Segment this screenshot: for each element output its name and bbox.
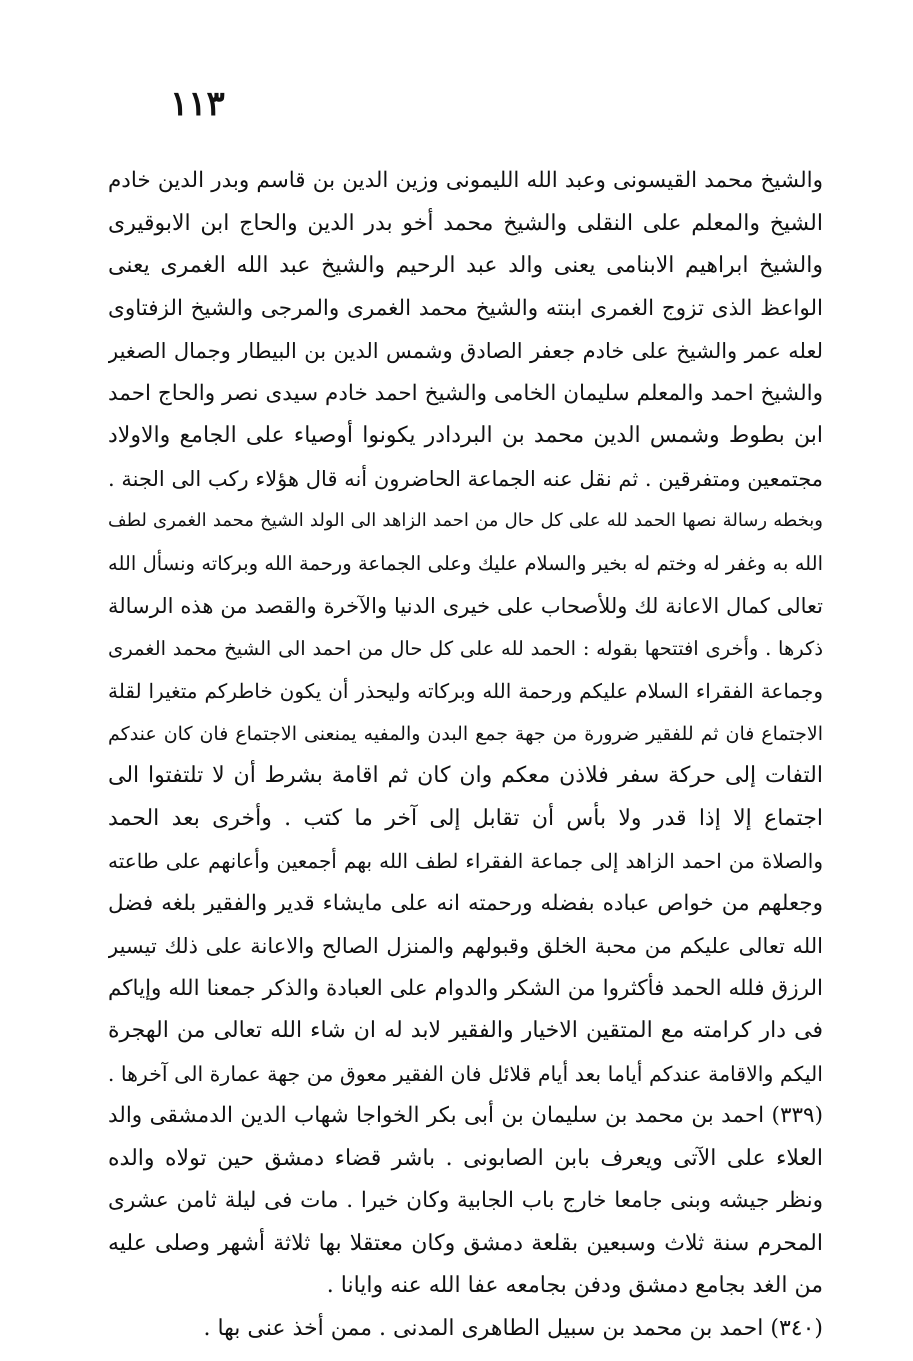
text-line: وبخطه رسالة نصها الحمد لله على كل حال من احمد الزاهد الى الولد الشيخ محمد الغمرى لطف [108, 510, 823, 531]
text-line: وجعلهم من خواص عباده بفضله ورحمته انه على مايشاء قدير والفقير بلغه فضل [108, 890, 823, 916]
text-line: تعالى كمال الاعانة لك وللأصحاب على خيرى الدنيا والآخرة والقصد من هذه الرسالة [108, 594, 823, 618]
text-line: اليكم والاقامة عندكم أياما بعد أيام قلائل فان الفقير معوق من جهة عمارة الى آخرها . [108, 1061, 823, 1086]
text-line: والشيخ محمد القيسونى وعبد الله الليمونى وزين الدين بن قاسم وبدر الدين خادم [108, 168, 823, 193]
text-line: الرزق فلله الحمد فأكثروا من الشكر والدوام على العبادة والذكر جمعنا الله وإياكم [108, 975, 823, 1001]
text-line: الاجتماع فان ثم للفقير ضرورة من جهة جمع البدن والمفيه يمنعنى الاجتماع فان كان عندكم [108, 722, 823, 745]
text-line: والشيخ ابراهيم الابنامى يعنى والد عبد الرحيم والشيخ عبد الله الغمرى يعنى [108, 253, 823, 278]
page-number: ١١٣ [170, 84, 225, 124]
text-line: ابن بطوط وشمس الدين محمد بن البردادر يكونوا أوصياء على الجامع والاولاد [108, 423, 823, 448]
text-line: الله به وغفر له وختم له بخير والسلام عليك وعلى الجماعة ورحمة الله وبركاته ونسأل الله [108, 551, 823, 575]
text-line: الله تعالى عليكم من محبة الخلق وقبولهم والمنزل الصالح والاعانة على ذلك تيسير [108, 934, 823, 958]
entry-340-line: (٣٤٠) احمد بن محمد بن سبيل الطاهرى المدنى . ممن أخذ عنى بها . [203, 1315, 823, 1341]
text-line: فى دار كرامته مع المتقين الاخيار والفقير لابد له ان شاء الله تعالى من الهجرة [108, 1018, 823, 1043]
text-line: مجتمعين ومتفرقين . ثم نقل عنه الجماعة الحاضرون أنه قال هؤلاء ركب الى الجنة . [108, 466, 823, 491]
text-line: والشيخ احمد والمعلم سليمان الخامى والشيخ احمد خادم سيدى نصر والحاج احمد [108, 380, 823, 406]
text-line: المحرم سنة ثلاث وسبعين بقلعة دمشق وكان معتقلا بها ثلاثة أشهر وصلى عليه [108, 1230, 823, 1256]
text-line: الواعظ الذى تزوج الغمرى ابنته والشيخ محمد الغمرى والمرجى والشيخ الزفتاوى [108, 295, 823, 321]
text-line: الشيخ والمعلم على النقلى والشيخ محمد أخو بدر الدين والحاج ابن الابوقيرى [108, 210, 823, 236]
text-line: والصلاة من احمد الزاهد إلى جماعة الفقراء لطف الله بهم أجمعين وأعانهم على طاعته [108, 849, 823, 873]
text-line: التفات إلى حركة سفر فلاذن معكم وان كان ثم اقامة بشرط أن لا تلتفتوا الى [108, 763, 823, 788]
text-line: ونظر جيشه وبنى جامعا خارج باب الجابية وكان خيرا . مات فى ليلة ثامن عشرى [108, 1188, 823, 1213]
text-line: اجتماع إلا إذا قدر ولا بأس أن تقابل إلى آخر ما كتب . وأخرى بعد الحمد [108, 805, 823, 831]
text-line: العلاء على الآتى ويعرف بابن الصابونى . باشر قضاء دمشق حين تولاه والده [108, 1145, 823, 1171]
text-line: من الغد بجامع دمشق ودفن بجامعه عفا الله عنه وايانا . [326, 1273, 823, 1298]
text-line: لعله عمر والشيخ على خادم جعفر الصادق وشمس الدين بن البيطار وجمال الصغير [108, 339, 823, 363]
body-text [108, 160, 823, 1350]
entry-339-line: (٣٣٩) احمد بن محمد بن سليمان بن أبى بكر الخواجا شهاب الدين الدمشقى والد [108, 1103, 823, 1128]
text-line: ذكرها . وأخرى افتتحها بقوله : الحمد لله على كل حال من احمد الى الشيخ محمد الغمرى [108, 636, 823, 660]
text-line: وجماعة الفقراء السلام عليكم ورحمة الله وبركاته وليحذر أن يكون خاطركم متغيرا لقلة [108, 679, 823, 703]
